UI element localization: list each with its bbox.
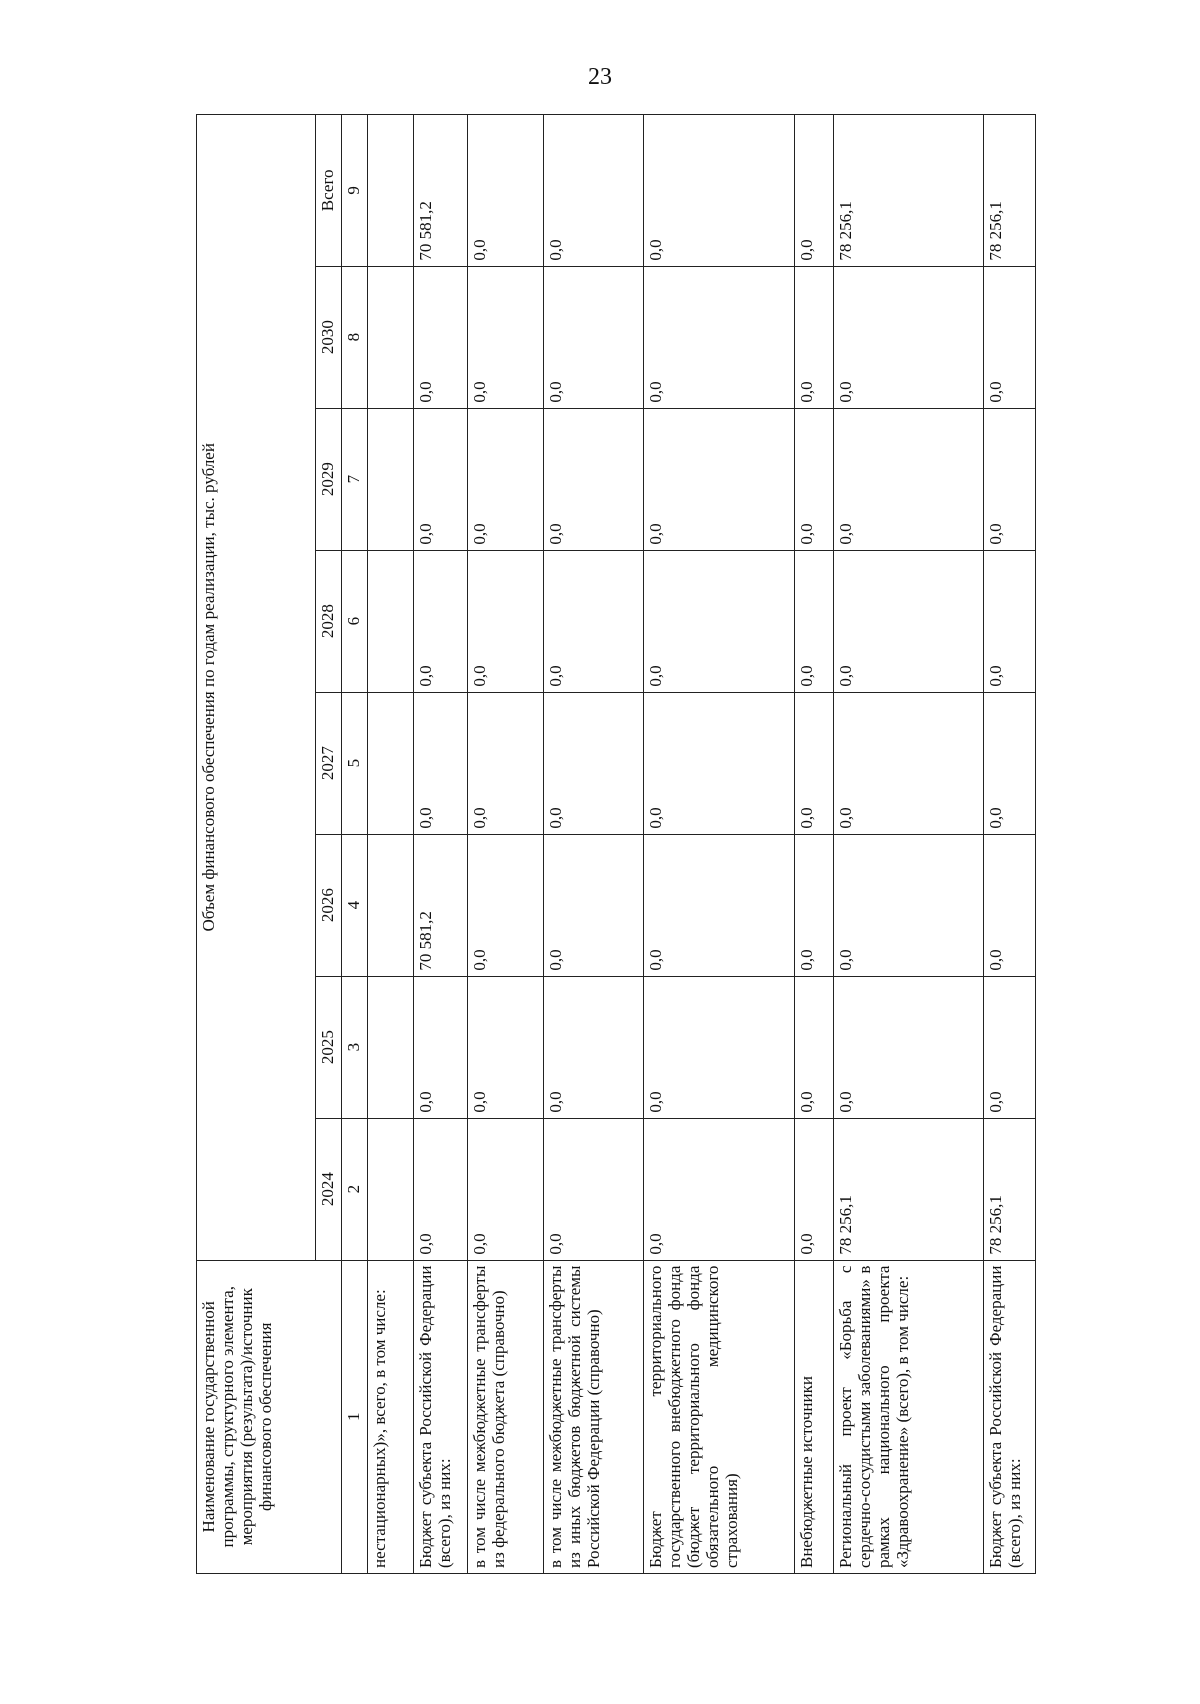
row-value: 0,0 [413, 266, 467, 408]
row-name: Бюджет территориального государственного внебюджетного фонда (бюджет территориального фонда обязательного медицинского страхования) [643, 1260, 795, 1573]
row-value: 0,0 [983, 550, 1035, 692]
table-row [468, 115, 544, 1574]
row-value: 78 256,1 [834, 115, 984, 267]
row-value: 0,0 [834, 550, 984, 692]
row-name: Бюджет субъекта Российской Федерации (всего), из них: [413, 1260, 467, 1573]
row-value [368, 408, 414, 550]
header-year: 2028 [316, 550, 342, 692]
header-year: 2029 [316, 408, 342, 550]
row-value: 0,0 [795, 976, 834, 1118]
table-row [368, 115, 414, 1574]
row-value: 0,0 [643, 834, 795, 976]
header-total: Всего [316, 115, 342, 267]
row-value: 0,0 [468, 834, 544, 976]
page-number: 23 [588, 64, 612, 90]
row-value: 0,0 [543, 976, 643, 1118]
row-value: 0,0 [468, 692, 544, 834]
row-value: 0,0 [795, 692, 834, 834]
row-name: нестационарных)», всего, в том числе: [368, 1260, 414, 1573]
row-value: 0,0 [543, 266, 643, 408]
row-name: в том числе межбюджетные трансферты из федерального бюджета (справочно) [468, 1260, 544, 1573]
row-value: 0,0 [468, 115, 544, 267]
row-value: 0,0 [643, 976, 795, 1118]
row-name: Региональный проект «Борьба с сердечно-сосудистыми заболеваниями» в рамках национального проекта «Здравоохранение» (всего), в том числе: [834, 1260, 984, 1573]
row-value: 0,0 [543, 1118, 643, 1260]
row-value: 70 581,2 [413, 115, 467, 267]
row-value: 0,0 [795, 266, 834, 408]
row-value: 0,0 [468, 976, 544, 1118]
table-row [834, 115, 984, 1574]
row-value: 0,0 [643, 115, 795, 267]
header-year: 2024 [316, 1118, 342, 1260]
row-value [368, 1118, 414, 1260]
header-year: 2027 [316, 692, 342, 834]
header-name-column: Наименование государственной программы, структурного элемента, мероприятия (результата)/источник финансового обеспечения [197, 1260, 342, 1573]
header-row [197, 115, 316, 1574]
row-value [368, 115, 414, 267]
row-value: 0,0 [795, 408, 834, 550]
header-year: 2026 [316, 834, 342, 976]
row-value: 0,0 [834, 834, 984, 976]
row-value: 0,0 [543, 692, 643, 834]
column-number-row [342, 115, 368, 1574]
row-value: 0,0 [643, 1118, 795, 1260]
row-value: 0,0 [795, 550, 834, 692]
row-value: 0,0 [834, 692, 984, 834]
row-value: 0,0 [795, 115, 834, 267]
row-value: 0,0 [413, 976, 467, 1118]
row-value [368, 692, 414, 834]
table-row [795, 115, 834, 1574]
table-row [643, 115, 795, 1574]
rotated-table-container [196, 114, 1036, 1574]
row-value: 0,0 [834, 408, 984, 550]
row-value: 0,0 [413, 1118, 467, 1260]
row-value: 70 581,2 [413, 834, 467, 976]
row-value: 0,0 [983, 266, 1035, 408]
row-value: 0,0 [543, 834, 643, 976]
row-value: 78 256,1 [983, 1118, 1035, 1260]
row-value: 0,0 [643, 408, 795, 550]
row-value: 0,0 [468, 266, 544, 408]
row-value: 78 256,1 [834, 1118, 984, 1260]
row-value: 0,0 [834, 266, 984, 408]
row-value: 0,0 [983, 408, 1035, 550]
column-number: 4 [342, 834, 368, 976]
row-name: Внебюджетные источники [795, 1260, 834, 1573]
row-value: 0,0 [543, 550, 643, 692]
row-value: 0,0 [468, 408, 544, 550]
column-number: 5 [342, 692, 368, 834]
budget-table [196, 114, 1036, 1574]
row-value: 0,0 [468, 550, 544, 692]
row-name: в том числе межбюджетные трансферты из иных бюджетов бюджетной системы Российской Федерации (справочно) [543, 1260, 643, 1573]
column-number: 1 [342, 1260, 368, 1573]
table-row [543, 115, 643, 1574]
table-row [983, 115, 1035, 1574]
row-value: 0,0 [543, 408, 643, 550]
row-value: 0,0 [983, 692, 1035, 834]
row-value: 0,0 [795, 1118, 834, 1260]
row-name: Бюджет субъекта Российской Федерации (всего), из них: [983, 1260, 1035, 1573]
row-value: 0,0 [983, 834, 1035, 976]
column-number: 7 [342, 408, 368, 550]
column-number: 9 [342, 115, 368, 267]
row-value: 0,0 [834, 976, 984, 1118]
header-funding-group: Объем финансового обеспечения по годам реализации, тыс. рублей [197, 115, 316, 1261]
column-number: 2 [342, 1118, 368, 1260]
column-number: 6 [342, 550, 368, 692]
row-value: 0,0 [795, 834, 834, 976]
row-value: 0,0 [543, 115, 643, 267]
column-number: 3 [342, 976, 368, 1118]
row-value [368, 834, 414, 976]
row-value: 0,0 [413, 550, 467, 692]
column-number: 8 [342, 266, 368, 408]
row-value: 0,0 [643, 692, 795, 834]
header-year: 2030 [316, 266, 342, 408]
row-value [368, 976, 414, 1118]
row-value: 0,0 [413, 408, 467, 550]
table-row [413, 115, 467, 1574]
row-value [368, 550, 414, 692]
row-value: 0,0 [983, 976, 1035, 1118]
row-value: 0,0 [643, 266, 795, 408]
row-value: 0,0 [468, 1118, 544, 1260]
row-value: 0,0 [643, 550, 795, 692]
row-value: 78 256,1 [983, 115, 1035, 267]
row-value [368, 266, 414, 408]
row-value: 0,0 [413, 692, 467, 834]
header-year: 2025 [316, 976, 342, 1118]
